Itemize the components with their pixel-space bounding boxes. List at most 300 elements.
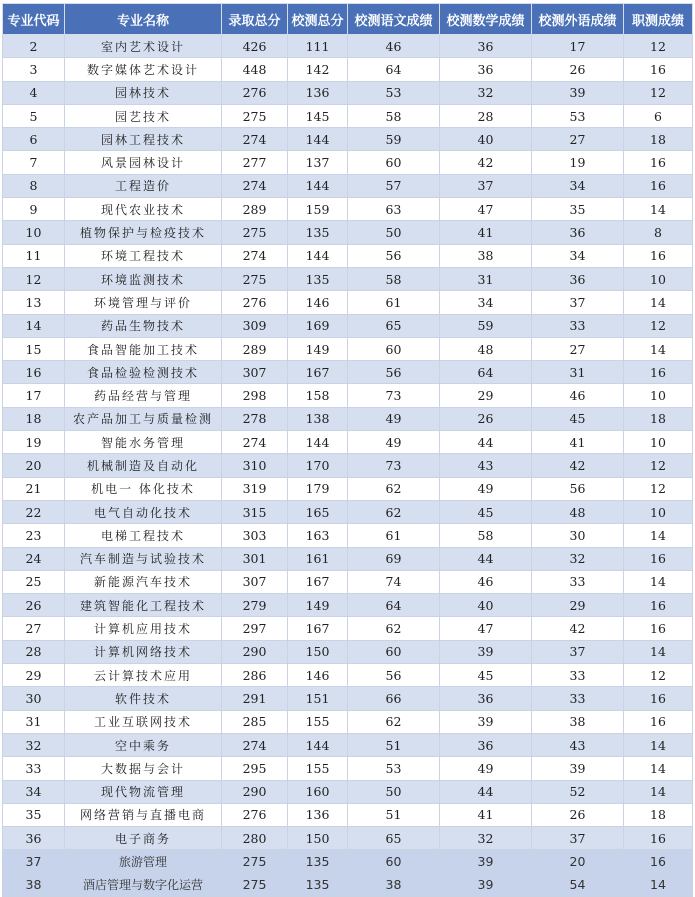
cell-chinese-score: 56 bbox=[348, 361, 440, 384]
cell-admission-total: 275 bbox=[222, 850, 288, 873]
cell-major-code: 34 bbox=[3, 780, 65, 803]
header-major-code: 专业代码 bbox=[3, 4, 65, 35]
cell-test-total: 167 bbox=[288, 361, 348, 384]
cell-test-total: 144 bbox=[288, 128, 348, 151]
table-row bbox=[3, 733, 693, 756]
cell-chinese-score: 62 bbox=[348, 710, 440, 733]
cell-chinese-score: 64 bbox=[348, 594, 440, 617]
cell-math-score: 39 bbox=[440, 850, 532, 873]
cell-chinese-score: 56 bbox=[348, 244, 440, 267]
cell-english-score: 53 bbox=[532, 104, 624, 127]
cell-english-score: 52 bbox=[532, 780, 624, 803]
cell-math-score: 47 bbox=[440, 198, 532, 221]
cell-admission-total: 290 bbox=[222, 780, 288, 803]
cell-english-score: 26 bbox=[532, 803, 624, 826]
cell-admission-total: 307 bbox=[222, 361, 288, 384]
cell-chinese-score: 58 bbox=[348, 104, 440, 127]
cell-chinese-score: 69 bbox=[348, 547, 440, 570]
table-row bbox=[3, 827, 693, 850]
cell-admission-total: 426 bbox=[222, 35, 288, 58]
table-row bbox=[3, 104, 693, 127]
table-row bbox=[3, 710, 693, 733]
cell-major-code: 32 bbox=[3, 733, 65, 756]
cell-math-score: 47 bbox=[440, 617, 532, 640]
cell-major-code: 31 bbox=[3, 710, 65, 733]
cell-math-score: 28 bbox=[440, 104, 532, 127]
cell-chinese-score: 53 bbox=[348, 81, 440, 104]
cell-major-name: 机电一 体化技术 bbox=[65, 477, 222, 500]
cell-major-name: 工业互联网技术 bbox=[65, 710, 222, 733]
cell-major-name: 植物保护与检疫技术 bbox=[65, 221, 222, 244]
cell-major-name: 药品生物技术 bbox=[65, 314, 222, 337]
cell-major-code: 13 bbox=[3, 291, 65, 314]
cell-vocational-score: 16 bbox=[624, 151, 693, 174]
cell-chinese-score: 73 bbox=[348, 384, 440, 407]
cell-admission-total: 290 bbox=[222, 640, 288, 663]
cell-admission-total: 310 bbox=[222, 454, 288, 477]
cell-major-code: 3 bbox=[3, 58, 65, 81]
cell-vocational-score: 18 bbox=[624, 407, 693, 430]
cell-test-total: 150 bbox=[288, 827, 348, 850]
cell-admission-total: 277 bbox=[222, 151, 288, 174]
cell-english-score: 33 bbox=[532, 664, 624, 687]
table-body bbox=[3, 35, 693, 897]
cell-english-score: 43 bbox=[532, 733, 624, 756]
cell-test-total: 146 bbox=[288, 291, 348, 314]
cell-chinese-score: 60 bbox=[348, 337, 440, 360]
cell-major-code: 4 bbox=[3, 81, 65, 104]
cell-test-total: 150 bbox=[288, 640, 348, 663]
cell-math-score: 40 bbox=[440, 594, 532, 617]
cell-major-name: 智能水务管理 bbox=[65, 431, 222, 454]
cell-english-score: 45 bbox=[532, 407, 624, 430]
table-row bbox=[3, 314, 693, 337]
cell-admission-total: 279 bbox=[222, 594, 288, 617]
cell-test-total: 151 bbox=[288, 687, 348, 710]
table-row bbox=[3, 35, 693, 58]
cell-chinese-score: 63 bbox=[348, 198, 440, 221]
cell-english-score: 37 bbox=[532, 640, 624, 663]
cell-math-score: 34 bbox=[440, 291, 532, 314]
cell-chinese-score: 59 bbox=[348, 128, 440, 151]
cell-major-code: 28 bbox=[3, 640, 65, 663]
cell-chinese-score: 65 bbox=[348, 314, 440, 337]
cell-vocational-score: 14 bbox=[624, 640, 693, 663]
cell-vocational-score: 16 bbox=[624, 58, 693, 81]
cell-major-code: 12 bbox=[3, 267, 65, 290]
table-row bbox=[3, 244, 693, 267]
cell-test-total: 135 bbox=[288, 850, 348, 873]
cell-admission-total: 286 bbox=[222, 664, 288, 687]
table-row bbox=[3, 664, 693, 687]
table-row bbox=[3, 803, 693, 826]
cell-test-total: 155 bbox=[288, 710, 348, 733]
cell-major-name: 室内艺术设计 bbox=[65, 35, 222, 58]
cell-chinese-score: 62 bbox=[348, 617, 440, 640]
table-row bbox=[3, 81, 693, 104]
cell-test-total: 160 bbox=[288, 780, 348, 803]
cell-math-score: 41 bbox=[440, 221, 532, 244]
cell-chinese-score: 66 bbox=[348, 687, 440, 710]
cell-admission-total: 289 bbox=[222, 337, 288, 360]
cell-major-code: 29 bbox=[3, 664, 65, 687]
cell-chinese-score: 60 bbox=[348, 640, 440, 663]
cell-vocational-score: 12 bbox=[624, 81, 693, 104]
cell-major-code: 26 bbox=[3, 594, 65, 617]
cell-vocational-score: 12 bbox=[624, 314, 693, 337]
table-row bbox=[3, 407, 693, 430]
table-row bbox=[3, 524, 693, 547]
cell-english-score: 17 bbox=[532, 35, 624, 58]
cell-major-code: 21 bbox=[3, 477, 65, 500]
cell-english-score: 32 bbox=[532, 547, 624, 570]
cell-vocational-score: 10 bbox=[624, 500, 693, 523]
cell-chinese-score: 61 bbox=[348, 291, 440, 314]
cell-test-total: 149 bbox=[288, 594, 348, 617]
cell-major-code: 11 bbox=[3, 244, 65, 267]
cell-math-score: 37 bbox=[440, 174, 532, 197]
cell-math-score: 39 bbox=[440, 710, 532, 733]
cell-math-score: 36 bbox=[440, 58, 532, 81]
cell-chinese-score: 58 bbox=[348, 267, 440, 290]
cell-test-total: 179 bbox=[288, 477, 348, 500]
cell-english-score: 48 bbox=[532, 500, 624, 523]
cell-admission-total: 291 bbox=[222, 687, 288, 710]
table-row bbox=[3, 477, 693, 500]
cell-major-name: 环境监测技术 bbox=[65, 267, 222, 290]
cell-vocational-score: 14 bbox=[624, 337, 693, 360]
table-row bbox=[3, 757, 693, 780]
header-math-score: 校测数学成绩 bbox=[440, 4, 532, 35]
cell-chinese-score: 62 bbox=[348, 500, 440, 523]
cell-chinese-score: 64 bbox=[348, 58, 440, 81]
cell-major-name: 现代农业技术 bbox=[65, 198, 222, 221]
cell-math-score: 39 bbox=[440, 640, 532, 663]
cell-chinese-score: 60 bbox=[348, 850, 440, 873]
cell-admission-total: 274 bbox=[222, 431, 288, 454]
cell-english-score: 33 bbox=[532, 570, 624, 593]
cell-test-total: 138 bbox=[288, 407, 348, 430]
cell-admission-total: 275 bbox=[222, 873, 288, 896]
cell-major-name: 风景园林设计 bbox=[65, 151, 222, 174]
cell-major-code: 35 bbox=[3, 803, 65, 826]
cell-chinese-score: 51 bbox=[348, 733, 440, 756]
cell-math-score: 48 bbox=[440, 337, 532, 360]
cell-math-score: 49 bbox=[440, 757, 532, 780]
cell-major-name: 电子商务 bbox=[65, 827, 222, 850]
cell-major-code: 16 bbox=[3, 361, 65, 384]
table-row bbox=[3, 594, 693, 617]
cell-math-score: 59 bbox=[440, 314, 532, 337]
cell-math-score: 36 bbox=[440, 733, 532, 756]
cell-test-total: 111 bbox=[288, 35, 348, 58]
cell-vocational-score: 14 bbox=[624, 570, 693, 593]
cell-admission-total: 298 bbox=[222, 384, 288, 407]
cell-major-name: 计算机应用技术 bbox=[65, 617, 222, 640]
cell-test-total: 144 bbox=[288, 733, 348, 756]
cell-english-score: 37 bbox=[532, 827, 624, 850]
cell-admission-total: 319 bbox=[222, 477, 288, 500]
cell-major-name: 药品经营与管理 bbox=[65, 384, 222, 407]
table-row bbox=[3, 221, 693, 244]
cell-test-total: 146 bbox=[288, 664, 348, 687]
cell-major-name: 机械制造及自动化 bbox=[65, 454, 222, 477]
cell-vocational-score: 16 bbox=[624, 547, 693, 570]
cell-english-score: 56 bbox=[532, 477, 624, 500]
cell-math-score: 45 bbox=[440, 664, 532, 687]
table-row bbox=[3, 850, 693, 873]
cell-major-code: 38 bbox=[3, 873, 65, 896]
cell-major-name: 新能源汽车技术 bbox=[65, 570, 222, 593]
cell-english-score: 34 bbox=[532, 174, 624, 197]
cell-chinese-score: 49 bbox=[348, 431, 440, 454]
cell-test-total: 149 bbox=[288, 337, 348, 360]
cell-vocational-score: 12 bbox=[624, 35, 693, 58]
cell-major-name: 空中乘务 bbox=[65, 733, 222, 756]
cell-english-score: 42 bbox=[532, 454, 624, 477]
cell-math-score: 32 bbox=[440, 81, 532, 104]
cell-test-total: 165 bbox=[288, 500, 348, 523]
cell-vocational-score: 14 bbox=[624, 198, 693, 221]
cell-major-name: 大数据与会计 bbox=[65, 757, 222, 780]
table-row bbox=[3, 454, 693, 477]
cell-major-code: 30 bbox=[3, 687, 65, 710]
score-table-container bbox=[2, 3, 692, 897]
cell-chinese-score: 73 bbox=[348, 454, 440, 477]
cell-major-name: 计算机网络技术 bbox=[65, 640, 222, 663]
table-row bbox=[3, 384, 693, 407]
cell-vocational-score: 10 bbox=[624, 267, 693, 290]
cell-major-name: 环境工程技术 bbox=[65, 244, 222, 267]
cell-english-score: 39 bbox=[532, 81, 624, 104]
cell-math-score: 49 bbox=[440, 477, 532, 500]
cell-chinese-score: 50 bbox=[348, 221, 440, 244]
cell-vocational-score: 14 bbox=[624, 873, 693, 896]
cell-admission-total: 276 bbox=[222, 803, 288, 826]
cell-math-score: 36 bbox=[440, 35, 532, 58]
cell-english-score: 54 bbox=[532, 873, 624, 896]
cell-major-code: 24 bbox=[3, 547, 65, 570]
cell-major-code: 14 bbox=[3, 314, 65, 337]
cell-math-score: 44 bbox=[440, 431, 532, 454]
table-row bbox=[3, 337, 693, 360]
cell-test-total: 145 bbox=[288, 104, 348, 127]
cell-major-code: 9 bbox=[3, 198, 65, 221]
cell-english-score: 27 bbox=[532, 337, 624, 360]
cell-vocational-score: 14 bbox=[624, 780, 693, 803]
cell-major-name: 电梯工程技术 bbox=[65, 524, 222, 547]
cell-major-code: 2 bbox=[3, 35, 65, 58]
cell-vocational-score: 16 bbox=[624, 174, 693, 197]
cell-major-code: 25 bbox=[3, 570, 65, 593]
cell-english-score: 27 bbox=[532, 128, 624, 151]
cell-math-score: 41 bbox=[440, 803, 532, 826]
table-row bbox=[3, 617, 693, 640]
cell-major-code: 6 bbox=[3, 128, 65, 151]
cell-test-total: 155 bbox=[288, 757, 348, 780]
table-row bbox=[3, 361, 693, 384]
cell-chinese-score: 56 bbox=[348, 664, 440, 687]
cell-vocational-score: 12 bbox=[624, 477, 693, 500]
table-row bbox=[3, 128, 693, 151]
cell-admission-total: 274 bbox=[222, 244, 288, 267]
cell-vocational-score: 6 bbox=[624, 104, 693, 127]
cell-vocational-score: 18 bbox=[624, 803, 693, 826]
cell-admission-total: 295 bbox=[222, 757, 288, 780]
cell-vocational-score: 10 bbox=[624, 384, 693, 407]
cell-admission-total: 301 bbox=[222, 547, 288, 570]
cell-english-score: 39 bbox=[532, 757, 624, 780]
table-row bbox=[3, 174, 693, 197]
cell-major-code: 10 bbox=[3, 221, 65, 244]
cell-vocational-score: 14 bbox=[624, 757, 693, 780]
cell-vocational-score: 16 bbox=[624, 710, 693, 733]
cell-admission-total: 274 bbox=[222, 174, 288, 197]
header-major-name: 专业名称 bbox=[65, 4, 222, 35]
cell-vocational-score: 14 bbox=[624, 291, 693, 314]
cell-test-total: 170 bbox=[288, 454, 348, 477]
cell-math-score: 58 bbox=[440, 524, 532, 547]
cell-english-score: 31 bbox=[532, 361, 624, 384]
table-row bbox=[3, 687, 693, 710]
cell-vocational-score: 14 bbox=[624, 524, 693, 547]
cell-english-score: 34 bbox=[532, 244, 624, 267]
cell-test-total: 159 bbox=[288, 198, 348, 221]
cell-major-name: 食品智能加工技术 bbox=[65, 337, 222, 360]
cell-major-name: 食品检验检测技术 bbox=[65, 361, 222, 384]
cell-major-name: 软件技术 bbox=[65, 687, 222, 710]
cell-vocational-score: 16 bbox=[624, 594, 693, 617]
header-english-score: 校测外语成绩 bbox=[532, 4, 624, 35]
cell-major-name: 数字媒体艺术设计 bbox=[65, 58, 222, 81]
cell-math-score: 42 bbox=[440, 151, 532, 174]
table-row bbox=[3, 58, 693, 81]
cell-test-total: 167 bbox=[288, 617, 348, 640]
cell-admission-total: 278 bbox=[222, 407, 288, 430]
cell-admission-total: 274 bbox=[222, 733, 288, 756]
cell-math-score: 44 bbox=[440, 547, 532, 570]
cell-math-score: 45 bbox=[440, 500, 532, 523]
cell-major-code: 5 bbox=[3, 104, 65, 127]
cell-major-name: 工程造价 bbox=[65, 174, 222, 197]
cell-major-code: 19 bbox=[3, 431, 65, 454]
cell-english-score: 46 bbox=[532, 384, 624, 407]
cell-english-score: 36 bbox=[532, 267, 624, 290]
cell-major-code: 17 bbox=[3, 384, 65, 407]
cell-english-score: 42 bbox=[532, 617, 624, 640]
cell-major-name: 现代物流管理 bbox=[65, 780, 222, 803]
cell-test-total: 137 bbox=[288, 151, 348, 174]
cell-major-code: 27 bbox=[3, 617, 65, 640]
cell-major-name: 园艺技术 bbox=[65, 104, 222, 127]
cell-test-total: 136 bbox=[288, 803, 348, 826]
cell-major-name: 农产品加工与质量检测 bbox=[65, 407, 222, 430]
cell-major-code: 33 bbox=[3, 757, 65, 780]
cell-math-score: 32 bbox=[440, 827, 532, 850]
cell-major-code: 22 bbox=[3, 500, 65, 523]
cell-vocational-score: 16 bbox=[624, 361, 693, 384]
header-admission-total: 录取总分 bbox=[222, 4, 288, 35]
cell-test-total: 169 bbox=[288, 314, 348, 337]
cell-vocational-score: 8 bbox=[624, 221, 693, 244]
score-table bbox=[2, 3, 693, 897]
cell-admission-total: 275 bbox=[222, 104, 288, 127]
cell-english-score: 38 bbox=[532, 710, 624, 733]
cell-chinese-score: 61 bbox=[348, 524, 440, 547]
cell-admission-total: 285 bbox=[222, 710, 288, 733]
cell-major-name: 园林工程技术 bbox=[65, 128, 222, 151]
cell-major-name: 园林技术 bbox=[65, 81, 222, 104]
header-chinese-score: 校测语文成绩 bbox=[348, 4, 440, 35]
table-header-row bbox=[3, 4, 693, 35]
cell-major-code: 8 bbox=[3, 174, 65, 197]
cell-major-name: 电气自动化技术 bbox=[65, 500, 222, 523]
cell-vocational-score: 16 bbox=[624, 687, 693, 710]
cell-major-name: 酒店管理与数字化运营 bbox=[65, 873, 222, 896]
table-row bbox=[3, 151, 693, 174]
cell-math-score: 38 bbox=[440, 244, 532, 267]
cell-major-code: 7 bbox=[3, 151, 65, 174]
cell-chinese-score: 38 bbox=[348, 873, 440, 896]
cell-test-total: 142 bbox=[288, 58, 348, 81]
cell-test-total: 144 bbox=[288, 244, 348, 267]
cell-admission-total: 315 bbox=[222, 500, 288, 523]
cell-major-name: 汽车制造与试验技术 bbox=[65, 547, 222, 570]
table-row bbox=[3, 500, 693, 523]
cell-admission-total: 448 bbox=[222, 58, 288, 81]
cell-math-score: 43 bbox=[440, 454, 532, 477]
table-row bbox=[3, 570, 693, 593]
cell-chinese-score: 51 bbox=[348, 803, 440, 826]
cell-vocational-score: 12 bbox=[624, 454, 693, 477]
cell-vocational-score: 16 bbox=[624, 617, 693, 640]
cell-chinese-score: 60 bbox=[348, 151, 440, 174]
cell-english-score: 33 bbox=[532, 687, 624, 710]
cell-english-score: 36 bbox=[532, 221, 624, 244]
header-test-total: 校测总分 bbox=[288, 4, 348, 35]
cell-vocational-score: 18 bbox=[624, 128, 693, 151]
cell-major-name: 环境管理与评价 bbox=[65, 291, 222, 314]
table-row bbox=[3, 640, 693, 663]
cell-admission-total: 280 bbox=[222, 827, 288, 850]
cell-test-total: 136 bbox=[288, 81, 348, 104]
cell-test-total: 144 bbox=[288, 431, 348, 454]
cell-chinese-score: 49 bbox=[348, 407, 440, 430]
header-vocational-score: 职测成绩 bbox=[624, 4, 693, 35]
cell-math-score: 44 bbox=[440, 780, 532, 803]
cell-chinese-score: 53 bbox=[348, 757, 440, 780]
cell-admission-total: 274 bbox=[222, 128, 288, 151]
cell-english-score: 26 bbox=[532, 58, 624, 81]
cell-major-code: 20 bbox=[3, 454, 65, 477]
cell-major-name: 云计算技术应用 bbox=[65, 664, 222, 687]
cell-vocational-score: 14 bbox=[624, 733, 693, 756]
cell-major-code: 18 bbox=[3, 407, 65, 430]
cell-test-total: 167 bbox=[288, 570, 348, 593]
cell-chinese-score: 57 bbox=[348, 174, 440, 197]
cell-math-score: 29 bbox=[440, 384, 532, 407]
cell-english-score: 41 bbox=[532, 431, 624, 454]
table-row bbox=[3, 780, 693, 803]
cell-test-total: 163 bbox=[288, 524, 348, 547]
cell-major-code: 23 bbox=[3, 524, 65, 547]
table-row bbox=[3, 198, 693, 221]
cell-vocational-score: 16 bbox=[624, 244, 693, 267]
cell-major-code: 37 bbox=[3, 850, 65, 873]
table-row bbox=[3, 267, 693, 290]
cell-admission-total: 289 bbox=[222, 198, 288, 221]
cell-admission-total: 307 bbox=[222, 570, 288, 593]
